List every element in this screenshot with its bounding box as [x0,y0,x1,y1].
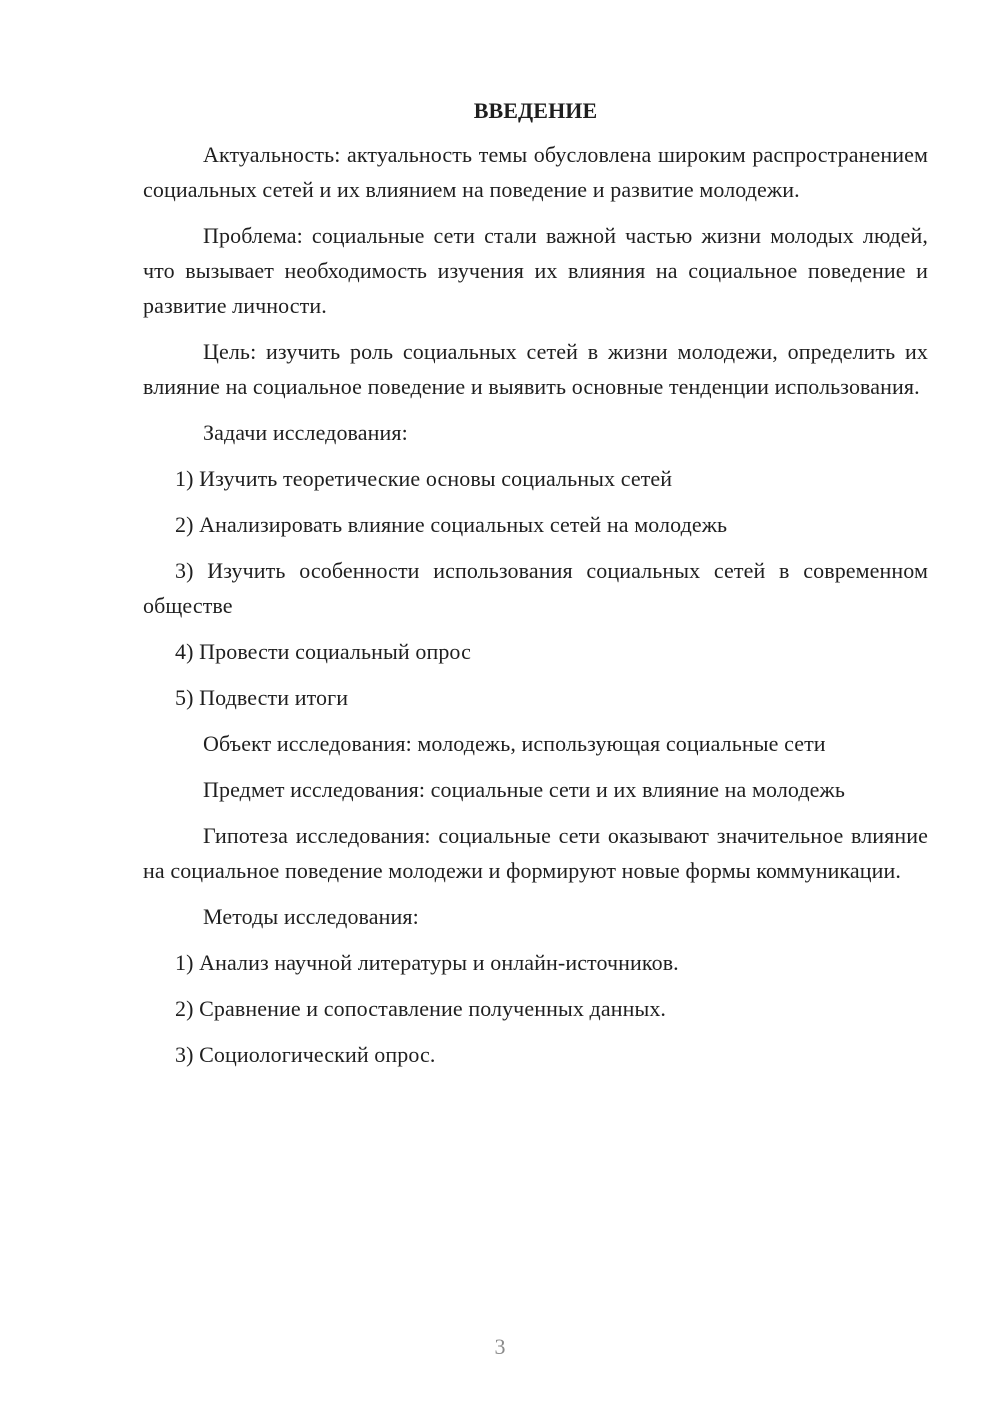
task-item: 1) Изучить теоретические основы социальных сетей [175,466,673,491]
page-number: 3 [494,1334,506,1359]
task-item: 4) Провести социальный опрос [175,639,471,664]
tasks-heading: Задачи исследования: [203,420,408,445]
task-item: 3) Изучить особенности использования социальных сетей в современном обществе [143,558,928,618]
research-object: Объект исследования: молодежь, использующая социальные сети [203,731,826,756]
page-title: ВВЕДЕНИЕ [473,98,598,123]
task-item: 2) Анализировать влияние социальных сетей на молодежь [175,512,728,537]
method-item: 1) Анализ научной литературы и онлайн-источников. [175,950,679,975]
methods-heading: Методы исследования: [203,904,419,929]
page-content [143,96,928,1083]
problem-paragraph: Проблема: социальные сети стали важной частью жизни молодых людей, что вызывает необходимость изучения их влияния на социальное поведение и развитие личности. [143,223,928,318]
method-item: 3) Социологический опрос. [175,1042,436,1067]
goal-paragraph: Цель: изучить роль социальных сетей в жизни молодежи, определить их влияние на социальное поведение и выявить основные тенденции использования. [143,339,928,399]
relevance-paragraph: Актуальность: актуальность темы обусловлена широким распространением социальных сетей и их влиянием на поведение и развитие молодежи. [143,142,928,202]
method-item: 2) Сравнение и сопоставление полученных данных. [175,996,667,1021]
research-subject: Предмет исследования: социальные сети и их влияние на молодежь [203,777,845,802]
task-item: 5) Подвести итоги [175,685,349,710]
research-hypothesis: Гипотеза исследования: социальные сети оказывают значительное влияние на социальное поведение молодежи и формируют новые формы коммуникации. [143,823,928,883]
